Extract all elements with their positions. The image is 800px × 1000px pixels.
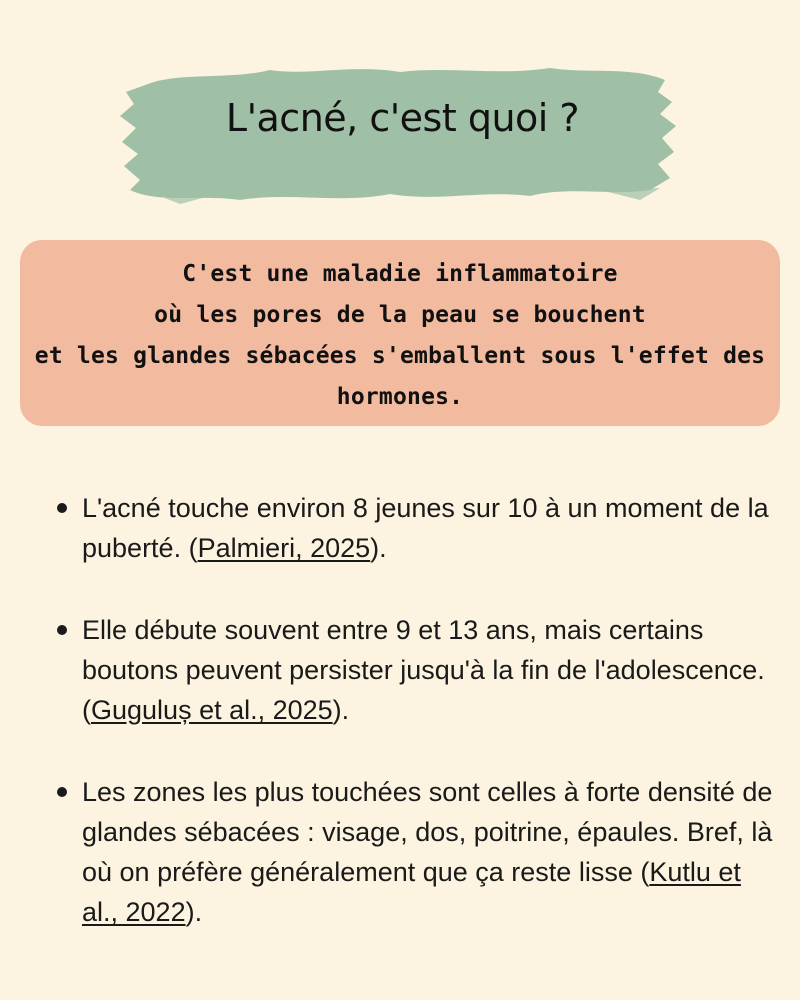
definition-line: hormones. (336, 384, 464, 410)
page-title: L'acné, c'est quoi ? (225, 96, 580, 140)
citation-link[interactable]: Guguluș et al., 2025 (91, 695, 333, 725)
definition-line: C'est une maladie inflammatoire (182, 261, 618, 287)
bullet-text-end: ). (370, 533, 387, 563)
definition-box (20, 240, 780, 426)
list-item (0, 772, 800, 932)
bullet-icon (57, 787, 67, 797)
bullet-icon (57, 503, 67, 513)
bullet-text: Elle débute souvent entre 9 et 13 ans, mais certains boutons peuvent persister jusqu'à la fin de l'adolescence. ( (82, 615, 765, 725)
title-banner (120, 62, 685, 212)
citation-link[interactable]: Palmieri, 2025 (197, 533, 371, 563)
definition-line: et les glandes sébacées s'emballent sous l'effet des (34, 343, 766, 369)
bullet-icon (57, 625, 67, 635)
list-item (0, 488, 800, 568)
definition-line: où les pores de la peau se bouchent (154, 302, 646, 328)
bullet-text-end: ). (185, 897, 203, 927)
list-item (0, 610, 800, 730)
facts-list (0, 488, 800, 974)
citation-link[interactable]: Kutlu et al., 2022 (82, 857, 741, 927)
bullet-text: Les zones les plus touchées sont celles à forte densité de glandes sébacées : visage, dos, poitrine, épaules. Bref, là où on préfère généralement que ça reste lisse ( (82, 777, 773, 887)
bullet-text: L'acné touche environ 8 jeunes sur 10 à un moment de la puberté. ( (82, 493, 769, 563)
bullet-text-end: ). (332, 695, 350, 725)
